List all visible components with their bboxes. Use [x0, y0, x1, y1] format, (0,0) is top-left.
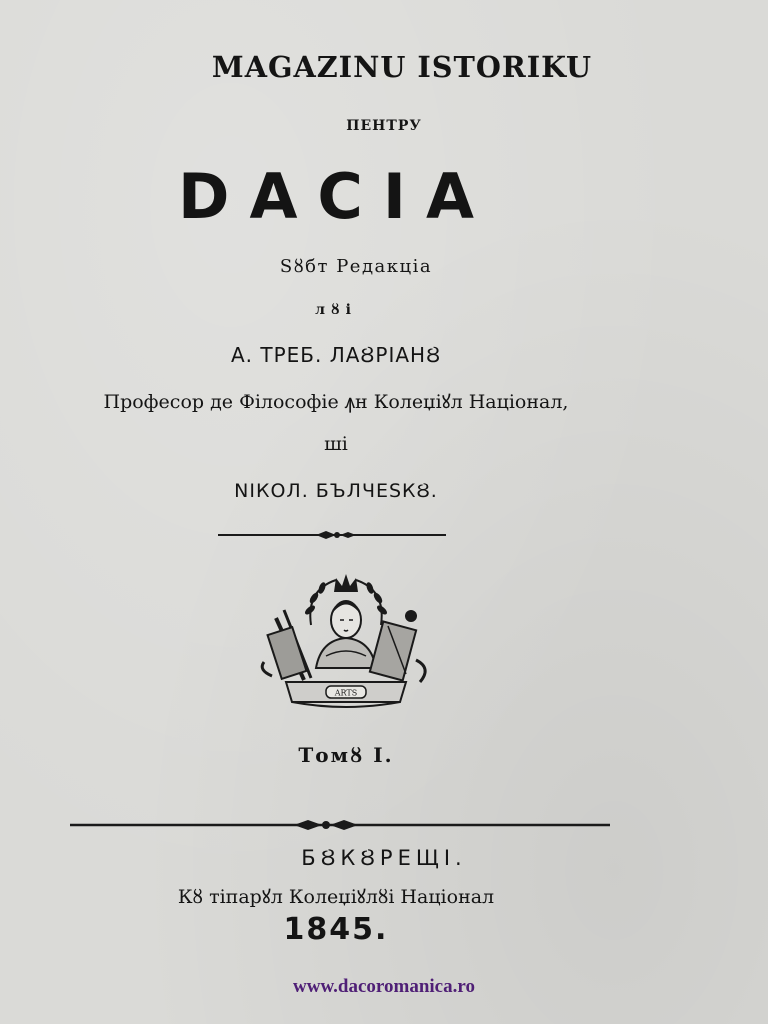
- author-lauriani-title: Професор де Філософіе ꙟн Колеџіꙋл Націонал,: [103, 391, 569, 413]
- city-label: БȢКȢРЕЩІ.: [301, 846, 467, 870]
- author-balcescu: NIКОЛ. БЪЛЧЕSКȢ.: [234, 480, 438, 502]
- author-lauriani: А. ТРЕБ. ЛАȢРІАНȢ: [230, 343, 442, 367]
- pentru-label: ПЕНТРУ: [346, 118, 422, 134]
- volume-label: Томȣ I.: [298, 743, 394, 767]
- page-title: MAGAZINU ISTORIKU: [211, 50, 593, 84]
- vignette-label: ARTS: [334, 688, 358, 698]
- arts-vignette: [256, 570, 436, 715]
- publication-year: 1845.: [283, 912, 389, 947]
- printer-line: Кȣ тіпарꙋл Колеџіꙋлȣі Націонал: [177, 886, 495, 908]
- website-watermark[interactable]: www.dacoromanica.ro: [293, 976, 475, 997]
- lui-label: лȣі: [315, 302, 357, 318]
- main-title: DACIA: [177, 160, 494, 233]
- conjunction: ші: [324, 433, 348, 455]
- ornamental-rule-bottom: [68, 817, 612, 833]
- ornamental-rule-top: [216, 528, 448, 542]
- editorial-line: Sȣбт Редакціа: [279, 256, 433, 277]
